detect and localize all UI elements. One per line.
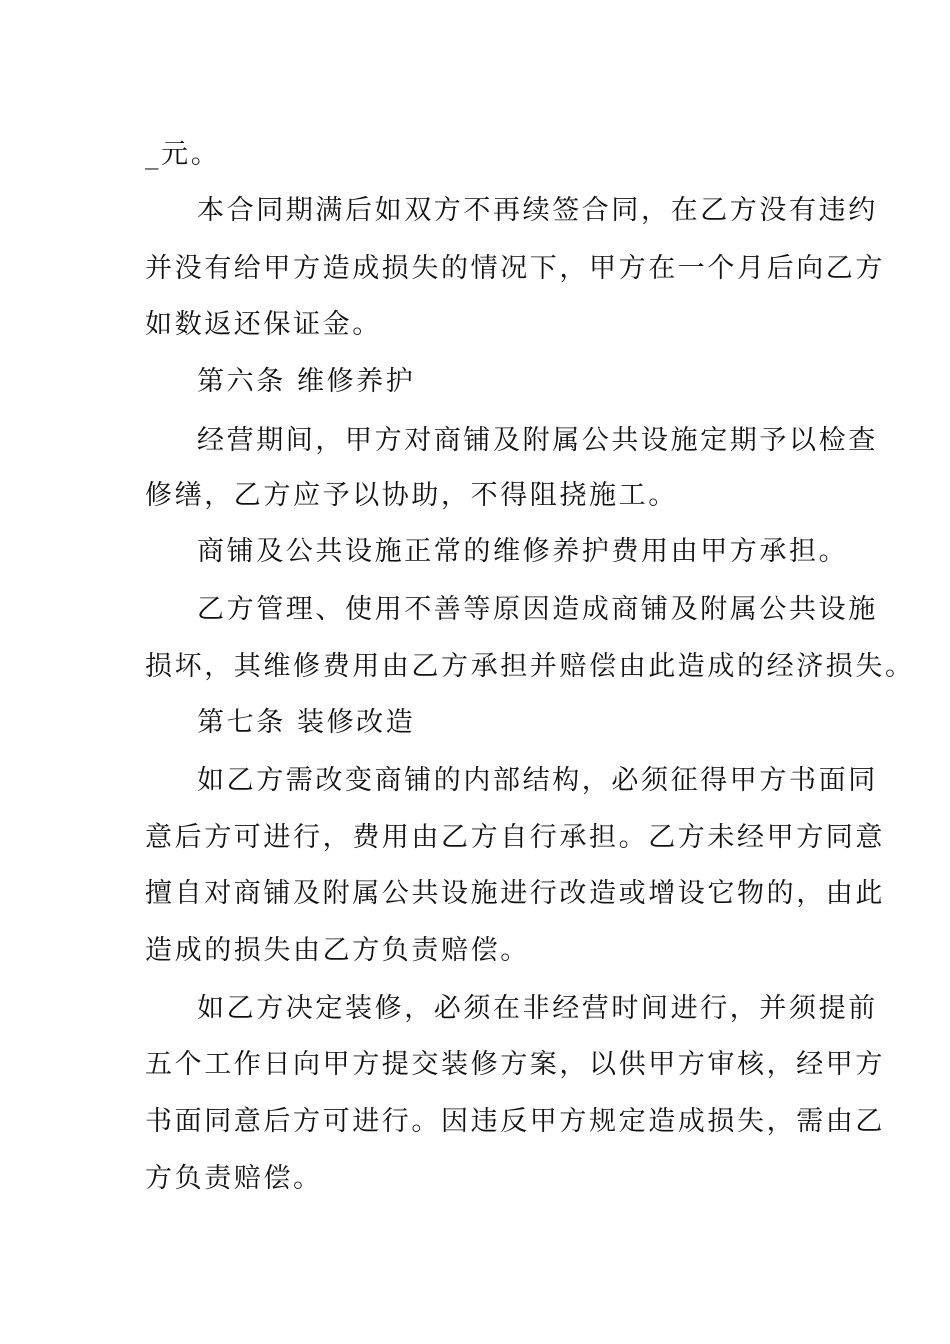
text-line: _元。 — [145, 139, 221, 170]
section-heading: 第七条 装修改造 — [197, 707, 416, 738]
text-line: 损坏，其维修费用由乙方承担并赔偿由此造成的经济损失。 — [145, 651, 915, 682]
text-line: 修缮，乙方应予以协助，不得阻挠施工。 — [145, 480, 678, 511]
text-line: 书面同意后方可进行。因违反甲方规定造成损失，需由乙 — [145, 1106, 885, 1137]
text-line: 如数返还保证金。 — [145, 309, 382, 340]
text-line: 擅自对商铺及附属公共设施进行改造或增设它物的，由此 — [145, 878, 885, 909]
paragraph-line: 乙方管理、使用不善等原因造成商铺及附属公共设施 — [197, 594, 878, 625]
paragraph-line: 如乙方决定装修，必须在非经营时间进行，并须提前 — [197, 993, 878, 1024]
text-line: 并没有给甲方造成损失的情况下，甲方在一个月后向乙方 — [145, 253, 885, 284]
text-line: 意后方可进行，费用由乙方自行承担。乙方未经甲方同意 — [145, 822, 885, 853]
paragraph-line: 本合同期满后如双方不再续签合同，在乙方没有违约 — [197, 195, 878, 226]
text-line: 造成的损失由乙方负责赔偿。 — [145, 935, 530, 966]
paragraph-line: 商铺及公共设施正常的维修养护费用由甲方承担。 — [197, 536, 849, 567]
text-line: 方负责赔偿。 — [145, 1163, 323, 1194]
paragraph-line: 如乙方需改变商铺的内部结构，必须征得甲方书面同 — [197, 765, 878, 796]
section-heading: 第六条 维修养护 — [197, 366, 416, 397]
text-line: 五个工作日向甲方提交装修方案，以供甲方审核，经甲方 — [145, 1049, 885, 1080]
paragraph-line: 经营期间，甲方对商铺及附属公共设施定期予以检查 — [197, 425, 878, 456]
